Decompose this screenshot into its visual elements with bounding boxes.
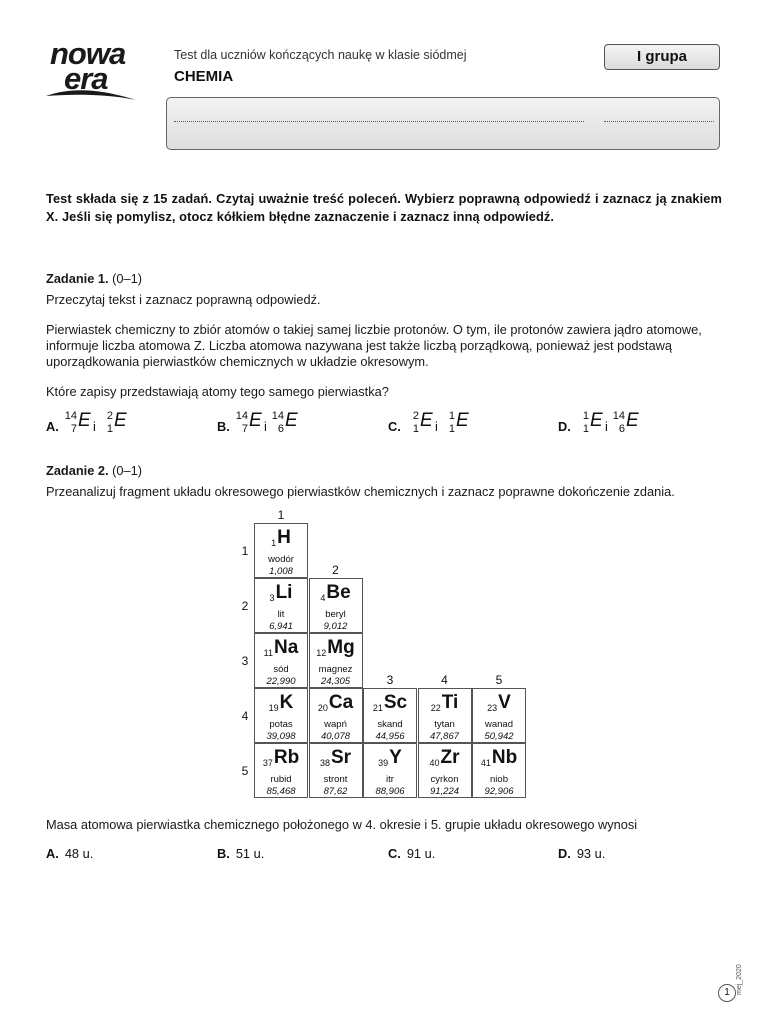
isotope-second: [442, 410, 469, 435]
element-cell-sc: [363, 688, 417, 743]
atomic-number: 7: [70, 423, 77, 435]
element-name: wanad: [485, 719, 513, 730]
task2-points: (0–1): [112, 463, 143, 478]
element-cell-y: [363, 743, 417, 798]
element-cell-ca: [309, 688, 363, 743]
element-symbol: Sc: [383, 692, 408, 713]
task1-instruction: Przeczytaj tekst i zaznacz poprawną odpowiedź.: [46, 292, 321, 307]
answer-label: B.: [217, 846, 230, 861]
period-number: 4: [241, 709, 249, 723]
atomic-mass: 47,867: [429, 731, 460, 742]
element-symbol-row: [255, 527, 307, 549]
subject-title: CHEMIA: [174, 68, 234, 85]
element-cell-v: [472, 688, 526, 743]
element-cell-k: [254, 688, 308, 743]
element-cell-be: [309, 578, 363, 633]
atomic-number: 37: [262, 758, 273, 768]
element-symbol: Ti: [441, 692, 459, 713]
answer-text: 91 u.: [406, 846, 436, 861]
connector-text: i: [605, 419, 608, 434]
atomic-number: 41: [480, 758, 491, 768]
mass-number: 2: [412, 410, 419, 422]
task2-answer-d[interactable]: [558, 846, 605, 861]
group-number: 2: [332, 563, 339, 577]
task2-answer-b[interactable]: [217, 846, 264, 861]
element-symbol-row: [255, 692, 307, 714]
option-label: B.: [217, 419, 230, 434]
task2-answer-a[interactable]: [46, 846, 93, 861]
task1-title: Zadanie 1.: [46, 271, 109, 286]
element-name: itr: [386, 774, 394, 785]
isotope-second: [271, 410, 298, 435]
element-name: stront: [323, 774, 348, 785]
student-name-box[interactable]: [166, 97, 720, 150]
option-label: A.: [46, 419, 59, 434]
atomic-number: 6: [277, 423, 284, 435]
element-symbol: Li: [275, 582, 293, 603]
atomic-number: 11: [263, 648, 274, 658]
mass-number: 14: [235, 410, 248, 422]
element-name: beryl: [325, 609, 346, 620]
element-symbol: V: [498, 692, 511, 713]
element-cell-ti: [418, 688, 472, 743]
element-symbol: E: [590, 410, 603, 431]
logo-word-era: era: [64, 61, 108, 96]
isotope-second: [612, 410, 639, 435]
task1-option-d[interactable]: [558, 410, 718, 440]
task1-heading: [46, 271, 142, 287]
period-number: 3: [241, 654, 249, 668]
class-dotted-line: [604, 121, 714, 122]
atomic-mass: 40,078: [320, 731, 351, 742]
atomic-mass: 44,956: [375, 731, 405, 742]
atomic-number: 1: [271, 538, 277, 548]
element-cell-na: [254, 633, 308, 688]
task1-question: Które zapisy przedstawiają atomy tego samego pierwiastka?: [46, 384, 389, 399]
atomic-number: 19: [268, 703, 279, 713]
element-symbol: E: [626, 410, 639, 431]
mass-number: 1: [448, 410, 455, 422]
atomic-number: 40: [429, 758, 440, 768]
group-number: 5: [495, 673, 503, 687]
element-name: sód: [273, 664, 289, 675]
option-label: D.: [558, 419, 571, 434]
element-name: rubid: [270, 774, 292, 785]
isotope-first: [406, 410, 433, 435]
element-name: magnez: [318, 664, 353, 675]
mass-number: 2: [106, 410, 113, 422]
element-symbol: Ca: [328, 692, 354, 713]
atomic-number: 20: [317, 703, 328, 713]
element-symbol: E: [420, 410, 433, 431]
element-symbol: K: [279, 692, 294, 713]
element-symbol: Be: [326, 582, 351, 603]
task1-option-b[interactable]: [217, 410, 377, 440]
isotope-first: [576, 410, 603, 435]
group-number: 3: [386, 673, 394, 687]
element-symbol-row: [419, 747, 471, 769]
element-symbol: E: [78, 410, 91, 431]
period-number: 1: [241, 544, 249, 558]
period-number: 2: [241, 599, 249, 613]
element-cell-zr: [418, 743, 472, 798]
atomic-number: 22: [430, 703, 441, 713]
element-symbol-row: [255, 747, 307, 769]
page-number: 1: [718, 984, 736, 1002]
answer-text: 51 u.: [235, 846, 265, 861]
logo-word-nowa: nowa: [50, 36, 126, 71]
group-number: 1: [277, 508, 285, 522]
element-symbol-row: [255, 582, 307, 604]
test-instructions: Test składa się z 15 zadań. Czytaj uważnie treść poleceń. Wybierz poprawną odpowiedź i zaznacz ją znakiem X. Jeśli się pomylisz, otocz kółkiem błędne zaznaczenie i zaznacz inną odpowiedź.: [46, 191, 722, 224]
isotope-first: [235, 410, 262, 435]
atomic-mass: 92,906: [484, 786, 514, 797]
mass-number: 14: [271, 410, 284, 422]
element-cell-nb: [472, 743, 526, 798]
atomic-mass: 6,941: [269, 621, 293, 632]
name-dotted-line: [174, 121, 584, 122]
task1-option-a[interactable]: [46, 410, 206, 440]
element-cell-rb: [254, 743, 308, 798]
answer-text: 93 u.: [576, 846, 606, 861]
element-name: tytan: [434, 719, 455, 730]
element-cell-sr: [309, 743, 363, 798]
option-label: C.: [388, 419, 401, 434]
element-symbol-row: [473, 747, 525, 769]
isotope-second: [100, 410, 127, 435]
connector-text: i: [93, 419, 96, 434]
atomic-number: 1: [412, 423, 419, 435]
element-symbol-row: [310, 747, 362, 769]
element-symbol: E: [114, 410, 127, 431]
answer-label: C.: [388, 846, 401, 861]
group-number: 4: [441, 673, 448, 687]
element-symbol: H: [277, 527, 291, 548]
element-cell-li: [254, 578, 308, 633]
element-cell-h: [254, 523, 308, 578]
atomic-mass: 85,468: [266, 786, 296, 797]
answer-label: D.: [558, 846, 571, 861]
mass-number: 1: [582, 410, 589, 422]
atomic-number: 12: [316, 648, 327, 658]
element-symbol: Mg: [327, 637, 355, 658]
element-symbol: Nb: [491, 747, 518, 768]
atomic-number: 39: [378, 758, 389, 768]
answer-text: 48 u.: [64, 846, 94, 861]
atomic-mass: 91,224: [429, 786, 460, 797]
atomic-mass: 87,62: [323, 786, 348, 797]
element-name: cyrkon: [430, 774, 459, 785]
atomic-number: 38: [319, 758, 330, 768]
element-symbol-row: [364, 692, 416, 714]
atomic-number: 1: [448, 423, 455, 435]
element-symbol-row: [310, 582, 362, 604]
element-symbol-row: [310, 637, 362, 659]
period-number: 5: [241, 764, 249, 778]
element-symbol-row: [364, 747, 416, 769]
element-symbol: E: [456, 410, 469, 431]
element-name: wodór: [268, 554, 294, 565]
mass-number: 14: [612, 410, 625, 422]
task2-instruction: Przeanalizuj fragment układu okresowego pierwiastków chemicznych i zaznacz poprawne dokończenie zdania.: [46, 484, 675, 499]
element-name: skand: [377, 719, 403, 730]
atomic-number: 21: [372, 703, 383, 713]
atomic-number: 6: [618, 423, 625, 435]
atomic-number: 3: [269, 593, 275, 603]
atomic-number: 23: [487, 703, 498, 713]
element-symbol: Y: [389, 747, 402, 768]
element-name: wapń: [324, 719, 347, 730]
task1-option-c[interactable]: [388, 410, 548, 440]
connector-text: i: [435, 419, 438, 434]
atomic-mass: 24,305: [320, 676, 351, 687]
atomic-number: 1: [582, 423, 589, 435]
element-name: niob: [490, 774, 508, 785]
atomic-mass: 9,012: [323, 621, 348, 632]
atomic-number: 1: [106, 423, 113, 435]
element-symbol: Na: [274, 637, 299, 658]
element-cell-mg: [309, 633, 363, 688]
element-symbol-row: [419, 692, 471, 714]
atomic-mass: 88,906: [375, 786, 405, 797]
atomic-mass: 1,008: [269, 566, 293, 577]
element-symbol: Sr: [330, 747, 352, 768]
element-symbol-row: [310, 692, 362, 714]
task1-points: (0–1): [112, 271, 143, 286]
element-symbol: E: [249, 410, 262, 431]
atomic-mass: 39,098: [266, 731, 296, 742]
atomic-number: 4: [320, 593, 326, 603]
group-badge: I grupa: [604, 44, 720, 70]
element-symbol: E: [285, 410, 298, 431]
nowa-era-logo: [44, 38, 136, 100]
task2-question: Masa atomowa pierwiastka chemicznego położonego w 4. okresie i 5. grupie układu okresowego wynosi: [46, 817, 638, 832]
answer-label: A.: [46, 846, 59, 861]
document-code: mej_2020: [736, 964, 743, 995]
task2-answer-c[interactable]: [388, 846, 435, 861]
test-subtitle: Test dla uczniów kończących naukę w klasie siódmej: [174, 48, 467, 62]
element-name: potas: [269, 719, 293, 730]
task1-text: Pierwiastek chemiczny to zbiór atomów o takiej samej liczbie protonów. O tym, ile protonów zawiera jądro atomowe, informuje liczba atomowa Z. Liczba atomowa nazywana jest także liczbą porządkową, ponieważ jest podstawą uporządkowania pierwiastków chemicznych w układzie okresowym.: [46, 322, 702, 369]
isotope-first: [64, 410, 91, 435]
atomic-number: 7: [241, 423, 248, 435]
atomic-mass: 50,942: [484, 731, 514, 742]
element-symbol: Rb: [273, 747, 300, 768]
mass-number: 14: [64, 410, 77, 422]
connector-text: i: [264, 419, 267, 434]
atomic-mass: 22,990: [266, 676, 296, 687]
element-name: lit: [277, 609, 285, 620]
task2-title: Zadanie 2.: [46, 463, 109, 478]
element-symbol-row: [473, 692, 525, 714]
element-symbol: Zr: [440, 747, 460, 768]
element-symbol-row: [255, 637, 307, 659]
task2-heading: [46, 463, 142, 479]
